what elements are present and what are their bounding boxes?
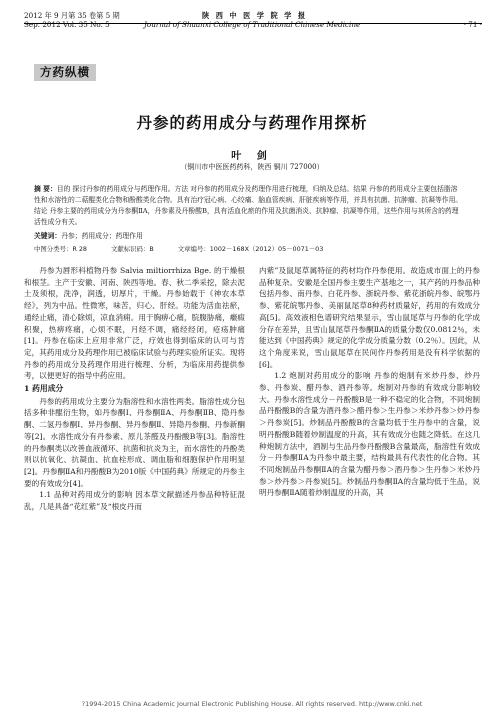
journal-cn: 陕 西 中 医 学 院 学 报 — [202, 11, 308, 20]
subsection-paragraph: 1.1 品种对药用成分的影响 因本草文献描述丹参品种特征混乱，几是具备“花红紫”及“根皮丹而 — [24, 490, 245, 512]
page-number: · 71 · — [463, 20, 482, 29]
keywords-text: 丹参；药用成分；药理作用 — [61, 232, 143, 240]
affiliation: （铜川市中医医药药科，陕西 铜川 727000） — [180, 163, 324, 171]
journal-en: Journal of Shaanxi College of Traditional Chinese Medicine — [144, 20, 361, 29]
continued-paragraph: 内紫”及鼠尾草属特征的药材均作丹参使用。故造成市面上的丹参品种复杂。安徽是全国丹参主要生产基地之一，其产药的丹参品种包括丹参、南丹参、白花丹参、浙皖丹参、紫花浙皖丹参、皖鄂丹参、紫花皖鄂丹参、美丽鼠尾草8种药材质量好，药用的有效成分高[5]。高效液相色谱研究结果显示，雪山鼠尾草与丹参的化学成分存在差异，且雪山鼠尾草丹参酮ⅡA的质量分数仅0.0812％，未能达到《中国药典》规定的化学成分质量分数（0.2％）。因此，从这个角度来说，雪山鼠尾草在民间作丹参药用是没有科学依据的[6]。 — [259, 266, 480, 369]
classification-line — [34, 244, 464, 255]
running-header-en — [24, 20, 482, 29]
document-code: 文献标识码：B — [111, 245, 154, 253]
author: 叶 剑 — [231, 151, 273, 162]
abstract-text: 目的 探讨丹参的药用成分与药理作用。方法 对丹参的药用成分及药理作用进行梳理，归纳及总结。结果 丹参的药用成分主要包括脂溶性和水溶性的二萜醌类化合物和酚酸类化合物。具有治疗冠心病、心绞痛、脑血管疾病、肝脏疾病等作用，并具有抗菌、抗肿瘤、抗凝等作用。结论 丹参主要的药用成分为丹参酮ⅡA，丹参素及丹酚酸B，具有活血化瘀的作用及抗菌消炎、抗肿瘤、抗凝等作用，这些作用与其所含的药理活性成分有关。 — [34, 185, 463, 226]
copyright-footer: ?1994-2015 China Academic Journal Electronic Publishing House. All rights reserved. http://www.cnki.net — [81, 700, 423, 708]
keywords — [34, 231, 464, 242]
abstract — [34, 184, 464, 228]
section-heading: 1 药用成分 — [24, 384, 64, 394]
right-column — [259, 265, 480, 499]
abstract-label: 摘 要： — [34, 185, 57, 193]
issue-cn: 2012 年 9 月第 35 卷第 5 期 — [24, 11, 120, 20]
section-paragraph: 丹参的药用成分主要分为脂溶性和水溶性两类。脂溶性成分包括多种非醌衍生物，如丹参酮Ⅰ、丹参酮ⅡA、丹参酮ⅡB、隐丹参酮、二氢丹参酮Ⅰ、异丹参酮、异丹参酮Ⅱ、异隐丹参酮、丹参新酮等[2]。水溶性成分有丹参素、原儿茶醛及丹酚酸B等[3]。脂溶性的丹参酮类以改善血液循环、抗菌和抗炎为主，而水溶性的丹酚类则以抗氧化、抗凝血、抗血栓形成、调血脂和细胞保护作用明显[2]。丹参酮ⅡA和丹酚酸B为2010版《中国药典》所规定的丹参主要的有效成分[4]。 — [24, 396, 245, 488]
issue-en: Sep. 2012 Vol. 35 No. 5 — [24, 20, 110, 29]
subsection-paragraph: 1.2 炮制对药用成分的影响 丹参的炮制有米炒丹参、炒丹参、丹参炭、醋丹参、酒丹参等。炮制对丹参的有效成分影响较大。丹参水溶性成分－丹酚酸B是一种不稳定的化合物，不同炮制品丹酚酸B的含量为酒丹参＞醋丹参＞生丹参＞米炒丹参＞炒丹参＞丹参炭[5]。炒制品丹酚酸B的含量均低于生丹参中的含量，说明丹酚酸B随着炒制温度的升高，其有效成分也随之降低。在这几种炮制方法中，酒制与生品丹参丹酚酸B含量最高，脂溶性有效成分－丹参酮ⅡA为丹参中最主要，结构最具有代表性的化合物。其不同炮制品丹参酮ⅡA的含量为醋丹参＞酒丹参＞生丹参＞米炒丹参＞炒丹参＞丹参炭[5]。炒制品丹参酮ⅡA的含量均低于生品，说明丹参酮ⅡA随着炒制温度的升高，其 — [259, 371, 480, 498]
column-tag: 方药纵横 — [34, 64, 96, 81]
article-number: 文章编号：1002－168X（2012）05－0071－03 — [177, 245, 324, 253]
intro-paragraph: 丹参为唇形科植物丹参 Salvia miltiorrhiza Bge. 的干燥根和根茎。主产于安徽、河南、陕西等地。春、秋二季采挖，除去泥土及须根，洗净，润透，切厚片，干燥。丹参始载于《神农本草经》，列为中品。性微寒，味苦，归心、肝经。功能为活血祛瘀，通经止痛，清心除烦，凉血消痈。用于胸痹心痛，脘腹胁痛，癥瘕积聚，热痹疼痛，心烦不眠，月经不调，痛经经闭，疮疡肿痛[1]。丹参在临床上应用非常广泛，疗效也得到临床的认可与肯定，其药用成分及药理作用已被临床试验与药理实验所证实。现将丹参的药用成分及药理作用进行梳理、分析，为临床用药提供参考，以便更好的指导中药应用。 — [24, 266, 245, 381]
clc-number: 中图分类号：R 28 — [34, 245, 87, 253]
left-column — [24, 265, 245, 513]
article-title: 丹参的药用成分与药理作用探析 — [136, 113, 368, 132]
keywords-label: 关键词： — [34, 232, 62, 240]
